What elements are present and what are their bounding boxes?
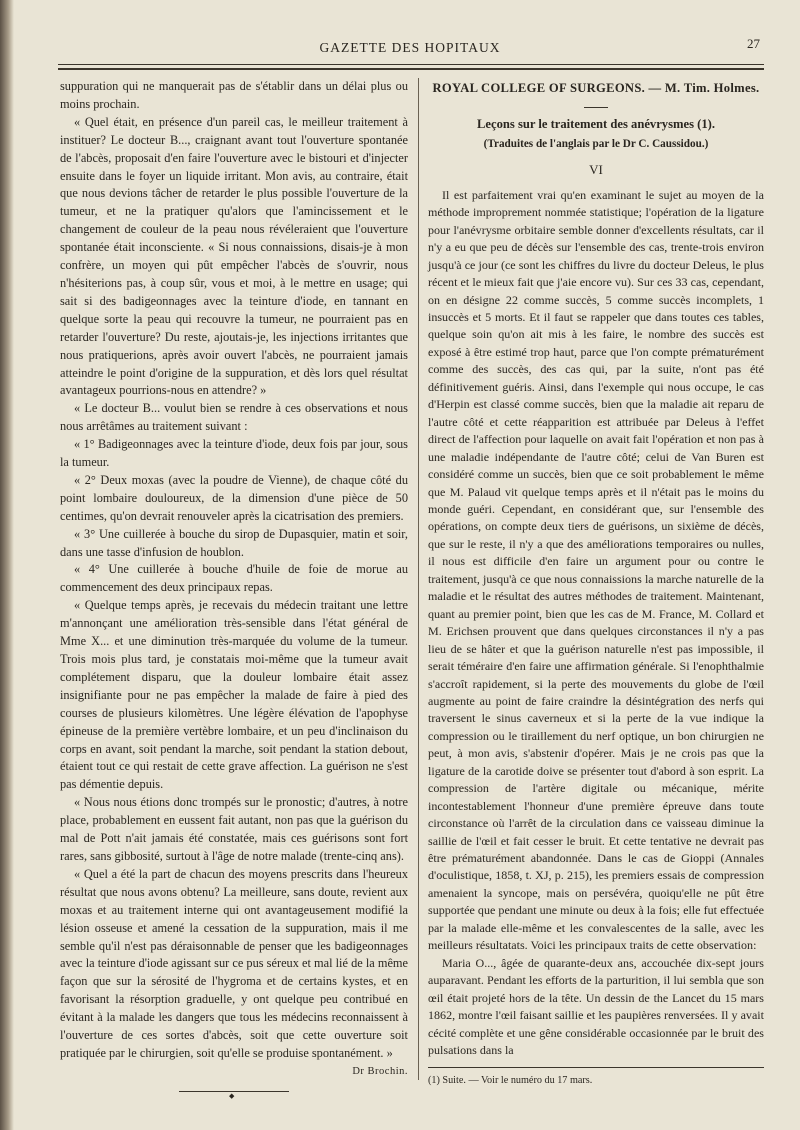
journal-title: GAZETTE DES HOPITAUX <box>319 40 501 55</box>
left-paragraph: « Le docteur B... voulut bien se rendre à ces observations et nous nous arrêtâmes au traitement suivant : <box>60 401 408 434</box>
left-paragraph: « 3° Une cuillerée à bouche du sirop de Dupasquier, matin et soir, dans une tasse d'infusion de houblon. <box>60 526 408 559</box>
header-rule-thick <box>58 68 764 70</box>
left-paragraph: « 2° Deux moxas (avec la poudre de Vienne), de chaque côté du point lombaire douloureux, de la dimension d'une pièce de 50 centimes, qu'on devrait renouveler après la cicatrisation des premiers. <box>60 472 408 523</box>
left-paragraph: « Quelque temps après, je recevais du médecin traitant une lettre m'annonçant une amélioration très-sensible dans l'état général de Mme X... et une diminution très-marquée du volume de la tumeur. Trois mois plus tard, je constatais moi-même que la tumeur avait complétement disparu, que la douleur lombaire était assez insignifiante pour ne pas empêcher la malade de faire à pied des courses de plusieurs kilomètres. Une légère élévation de l'apophyse épineuse de la première vertèbre lombaire, et un peu d'inclinaison du corps en avant, soit pendant la marche, soit pendant la station debout, étaient tout ce qui restait de cette grave affection. La guérison ne s'est pas démentie depuis. <box>60 598 408 792</box>
ornament-icon: ◆ <box>229 1091 235 1100</box>
page-header <box>60 34 760 60</box>
left-paragraph: « Nous nous étions donc trompés sur le pronostic; d'autres, à notre place, probablement en eussent fait autant, non pas que la guérison du mal de Pott n'ait jamais été constatée, mais ces guérisons sont fort rares, sans gibbosité, surtout à l'âge de notre malade (trente-cinq ans). <box>60 795 408 863</box>
right-paragraph: Il est parfaitement vrai qu'en examinant le sujet au moyen de la méthode improprement nommée statistique; l'opération de la ligature pour l'anévrysme orbitaire semble donner d'excellents résultats, car il n'y a eu que peu de décès sur l'ensemble des cas, trente-trois environ jusqu'à ce jour (ce sont les chiffres du livre du docteur Deleus, le plus récent et le mieux fait que j'aie encore vu). Sur ces 33 cas, cependant, on en désigne 22 comme succès, 5 comme succès incomplets, 1 insuccès et 5 morts. Et il faut se rappeler que dans toutes ces tables, quelque soin qu'on ait mis à les faire, le nombre des succès est exposé à être estimé trop haut, parce que l'on compte prématurément comme des succès, des cas qui, par la suite, n'ont pas été définitivement guéris. Ainsi, dans l'exemple qui nous occupe, le cas d'Herpin est classé comme succès, bien que la maladie ait reparu de l'autre côté et cette réapparition est attribuée par Deleus à l'effet direct de l'affection pour laquelle on avait fait l'opération et non pas à une maladie indépendante de l'autre côté; celui de Van Buren est considéré comme un succès, bien que ce soit probablement le même que M. Palaud vit quelque temps après et il n'était pas le moins du monde guéri. Cependant, en considérant que, sur l'ensemble des opérations, on compte deux tiers de guérisons, un sixième de décès, que sur le reste, il n'y a que des améliorations temporaires ou nulles, il nous est difficile d'en faire un argument pour ou contre le traitement, jusqu'à ce que nous connaissions la marche naturelle de la maladie et le résultat des autres méthodes de traitement. Maintenant, quant au premier point, bien que les cas de M. France, M. Collard et M. Erichsen prouvent que dans quelques circonstances il n'y a pas lieu de se hâter et que la guérison naturelle n'est pas impossible, il serait téméraire d'en faire une affirmation générale. Si l'enophthalmie s'accroît rapidement, si la perte des mouvements du globe de l'œil augmente au point de faire craindre la désintégration des nerfs qui traversent le sinus caverneux et si la perte de la vue indique la compression ou le tiraillement du nerf optique, un bon chirurgien ne peut, à mon avis, s'abstenir d'opérer. Mais je ne crois pas que la ligature de la carotide doive se présenter tout d'abord à son esprit. La compression de l'artère digitale ou mécanique, mérite incontestablement l'honneur d'une première épreuve dans toute circonstance où l'arrêt de la circulation dans ce vaisseau diminue la saillie de l'œil et fait cesser le bruit. Et cette tentative ne devrait pas être prématurément abandonnée. Dans le cas de Gioppi (Annales d'oculistique, 1858, t. XJ, p. 215), les premiers essais de compression amenaient la syncope, mais on persévéra, quoiqu'elle ne pût être supportée que pendant une minute ou deux à la fois; elle fut effectuée par la malade elle-même et les convalescentes de la salle, avec les meilleurs résultatats. Voici les principaux traits de cette observation: <box>428 187 764 953</box>
left-paragraph: suppuration qui ne manquerait pas de s'établir dans un délai plus ou moins prochain. <box>60 79 408 111</box>
section-number: VI <box>589 162 603 178</box>
footnote-rule <box>428 1067 764 1068</box>
right-column <box>428 78 764 1090</box>
article-title: ROYAL COLLEGE OF SURGEONS. — M. Tim. Holmes. <box>432 81 760 95</box>
left-paragraph: « Quel était, en présence d'un pareil cas, le meilleur traitement à instituer? Le docteur B..., craignant avant tout l'ouverture spontanée de l'abcès, proposait d'en faire l'ouverture avec le bistouri et d'injecter ensuite dans le foyer un liquide irritant. Mon avis, au contraire, était que nous devions tâcher de retarder le plus possible l'ouverture de la tumeur, et ne la pratiquer qu'alors que l'amincissement et le changement de couleur de la peau nous révéleraient que l'ouverture spontanée était inconsciente. « Si nous connaissions, disais-je à mon confrère, un moyen qui pût empêcher l'abcès de s'ouvrir, nous n'hésiterions pas, à coup sûr, vous et moi, à le mettre en usage; qui sait si des badigeonnages avec la teinture d'iode, en tannant en quelque sorte la peau qui recouvre la tumeur, ne pourraient pas en retarder l'ouverture? Du reste, ajoutais-je, les injections irritantes que nous pratiquerions, après avoir ouvert l'abcès, ne pourraient jamais atteindre le point d'origine de la suppuration, et dès lors quel résultat avantageux pourrions-nous en attendre? » <box>60 114 408 398</box>
author-signature: Dr Brochin. <box>352 1065 408 1077</box>
header-rule-thin <box>58 64 764 65</box>
right-paragraph: Maria O..., âgée de quarante-deux ans, accouchée dix-sept jours auparavant. Pendant les efforts de la parturition, il lui sembla que son œil était projeté hors de la tête. Un dessin de the Lancet du 15 mars 1862, montre l'œil faisant saillie et les paupières renversées. Il y avait cécité complète et une gêne considérable occasionnée par le bruit des pulsations dans la <box>428 955 764 1058</box>
left-paragraph: « Quel a été la part de chacun des moyens prescrits dans l'heureux résultat que nous avons obtenu? La meilleure, sans doute, revient aux moxas et au traitement interne qui ont avantageusement modifié la lésion osseuse et amené la cessation de la suppuration, mais il me semble qu'il n'est pas déraisonnable de penser que les badigeonnages avec la teinture d'iode agissant sur ce pus séreux et mal lié de la même façon que sur la sérosité de l'hygroma et de certains kystes, et en favorisant la résorption graduelle, y ont quelque peu contribué en évitant à la malade les dangers que tous les médecins reconnaissent à l'ouverture de ces sortes d'abcès, soit que cette ouverture soit pratiquée par le chirurgien, soit qu'elle se produise spontanément. » <box>60 866 408 1060</box>
article-subtitle: Leçons sur le traitement des anévrysmes (1). <box>477 117 715 132</box>
column-divider <box>418 78 419 1080</box>
footnote: (1) Suite. — Voir le numéro du 17 mars. <box>428 1075 593 1087</box>
end-ornament-rule <box>179 1091 289 1100</box>
page-binding-shadow <box>0 0 14 1130</box>
title-rule <box>584 107 608 108</box>
left-paragraph: « 4° Une cuillerée à bouche d'huile de foie de morue au commencement des deux principaux repas. <box>60 562 408 595</box>
translation-note: (Traduites de l'anglais par le Dr C. Caussidou.) <box>483 137 709 150</box>
left-paragraph: « 1° Badigeonnages avec la teinture d'iode, deux fois par jour, sous la tumeur. <box>60 437 408 470</box>
page-number: 27 <box>747 36 760 51</box>
left-column <box>60 78 408 1100</box>
